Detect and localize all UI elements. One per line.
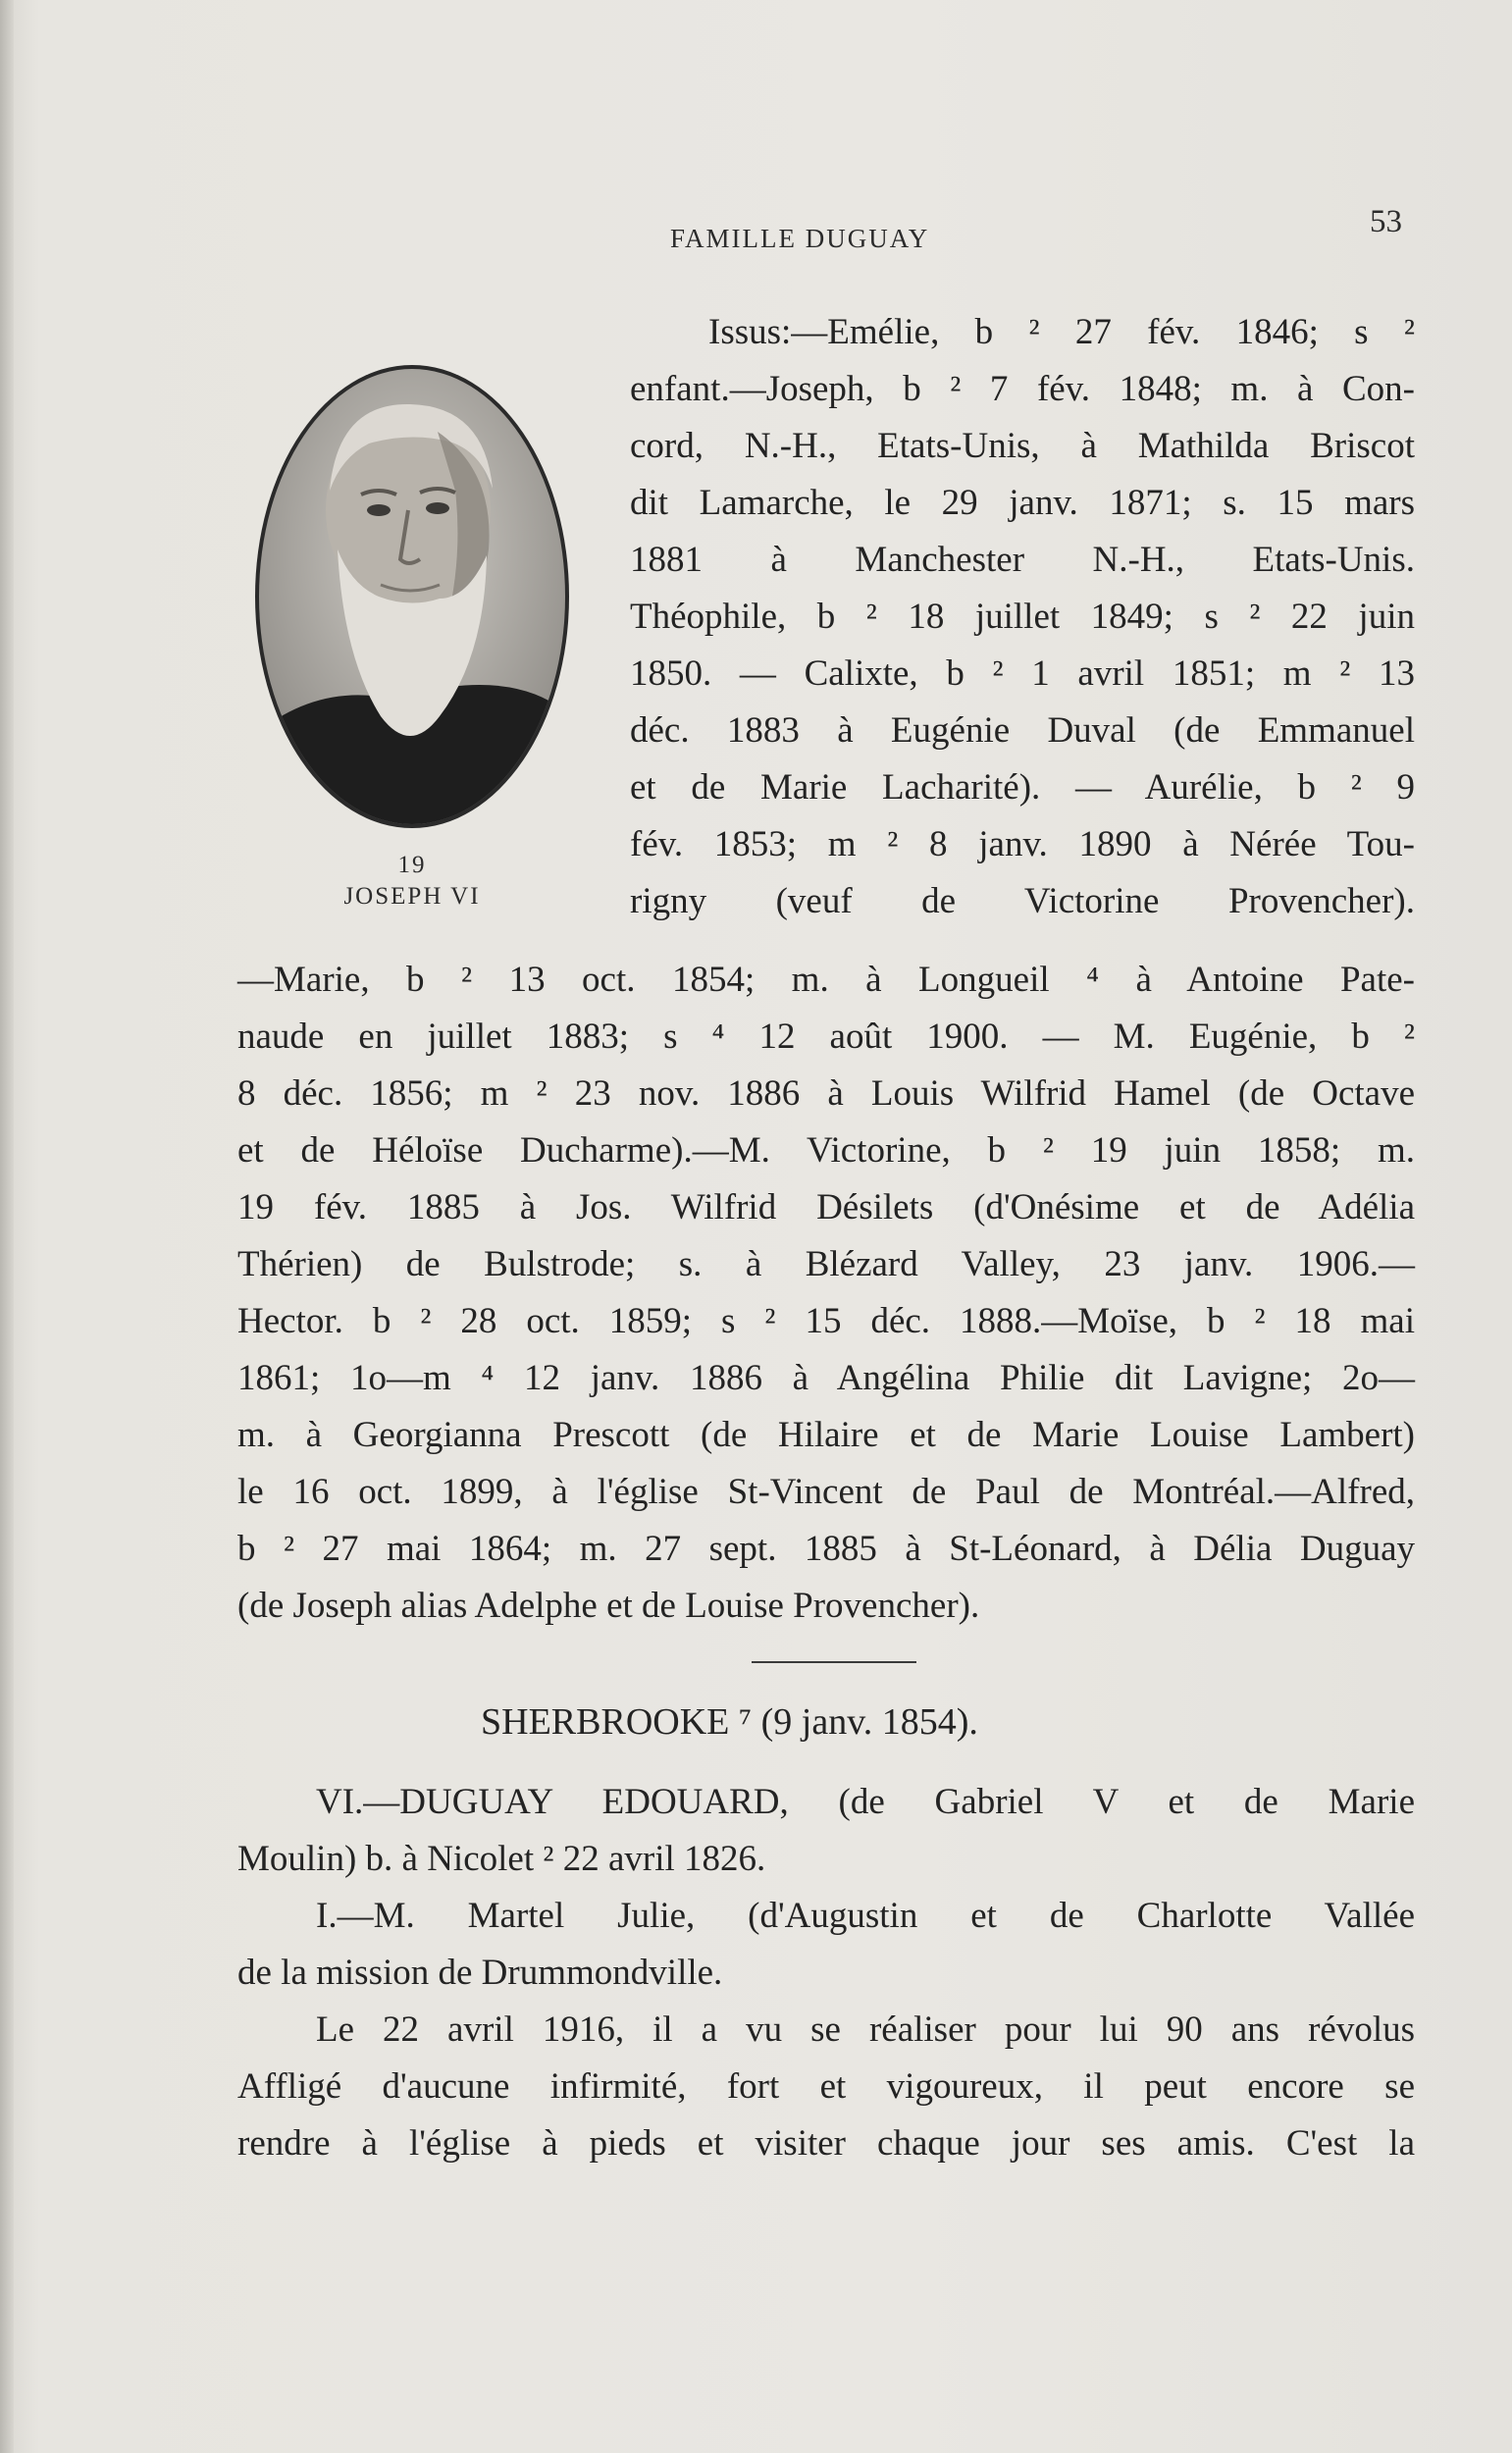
text-line: et de Héloïse Ducharme).—M. Victorine, b ² 19 juin 1858; m. bbox=[237, 1130, 1415, 1171]
text-line: Affligé d'aucune infirmité, fort et vigoureux, il peut encore se bbox=[237, 2066, 1415, 2107]
text-line: enfant.—Joseph, b ² 7 fév. 1848; m. à Con- bbox=[630, 369, 1415, 409]
portrait-number: 19 bbox=[397, 852, 427, 878]
text-line: de la mission de Drummondville. bbox=[237, 1953, 723, 1993]
bearded-man-portrait-oval bbox=[253, 363, 571, 830]
text-line: —Marie, b ² 13 oct. 1854; m. à Longueil ⁴ à Antoine Pate- bbox=[237, 960, 1415, 1000]
section-heading: SHERBROOKE ⁷ (9 janv. 1854). bbox=[481, 1701, 978, 1743]
running-title: FAMILLE DUGUAY bbox=[670, 224, 930, 253]
text-line: fév. 1853; m ² 8 janv. 1890 à Nérée Tou- bbox=[630, 824, 1415, 864]
book-spine-shadow bbox=[0, 0, 14, 2453]
text-line: Issus:—Emélie, b ² 27 fév. 1846; s ² bbox=[708, 312, 1415, 352]
text-line: (de Joseph alias Adelphe et de Louise Provencher). bbox=[237, 1586, 980, 1626]
text-line: 8 déc. 1856; m ² 23 nov. 1886 à Louis Wilfrid Hamel (de Octave bbox=[237, 1073, 1415, 1114]
text-line: 1881 à Manchester N.-H., Etats-Unis. bbox=[630, 540, 1415, 580]
text-line: cord, N.-H., Etats-Unis, à Mathilda Briscot bbox=[630, 426, 1415, 466]
text-line: dit Lamarche, le 29 janv. 1871; s. 15 mars bbox=[630, 483, 1415, 523]
text-line: Le 22 avril 1916, il a vu se réaliser pour lui 90 ans révolus bbox=[316, 2009, 1415, 2050]
text-line: déc. 1883 à Eugénie Duval (de Emmanuel bbox=[630, 710, 1415, 751]
portrait-caption bbox=[253, 850, 571, 913]
text-line: le 16 oct. 1899, à l'église St-Vincent de Paul de Montréal.—Alfred, bbox=[237, 1472, 1415, 1512]
text-line: 19 fév. 1885 à Jos. Wilfrid Désilets (d'Onésime et de Adélia bbox=[237, 1187, 1415, 1227]
portrait-name: JOSEPH VI bbox=[343, 883, 481, 910]
section-divider bbox=[752, 1661, 916, 1663]
text-line: Théophile, b ² 18 juillet 1849; s ² 22 juin bbox=[630, 597, 1415, 637]
text-line: Thérien) de Bulstrode; s. à Blézard Valley, 23 janv. 1906.— bbox=[237, 1244, 1415, 1284]
text-line: VI.—DUGUAY EDOUARD, (de Gabriel V et de Marie bbox=[316, 1782, 1415, 1822]
text-line: m. à Georgianna Prescott (de Hilaire et de Marie Louise Lambert) bbox=[237, 1415, 1415, 1455]
text-line: Hector. b ² 28 oct. 1859; s ² 15 déc. 1888.—Moïse, b ² 18 mai bbox=[237, 1301, 1415, 1341]
text-line: rigny (veuf de Victorine Provencher). bbox=[630, 881, 1415, 921]
text-line: rendre à l'église à pieds et visiter chaque jour ses amis. C'est la bbox=[237, 2123, 1415, 2164]
text-line: I.—M. Martel Julie, (d'Augustin et de Charlotte Vallée bbox=[316, 1896, 1415, 1936]
page-number: 53 bbox=[1370, 204, 1402, 239]
text-line: b ² 27 mai 1864; m. 27 sept. 1885 à St-Léonard, à Délia Duguay bbox=[237, 1529, 1415, 1569]
text-line: 1861; 1o—m ⁴ 12 janv. 1886 à Angélina Philie dit Lavigne; 2o— bbox=[237, 1358, 1415, 1398]
text-line: Moulin) b. à Nicolet ² 22 avril 1826. bbox=[237, 1839, 766, 1879]
text-line: naude en juillet 1883; s ⁴ 12 août 1900. — M. Eugénie, b ² bbox=[237, 1017, 1415, 1057]
text-line: et de Marie Lacharité). — Aurélie, b ² 9 bbox=[630, 767, 1415, 808]
text-line: 1850. — Calixte, b ² 1 avril 1851; m ² 13 bbox=[630, 653, 1415, 694]
